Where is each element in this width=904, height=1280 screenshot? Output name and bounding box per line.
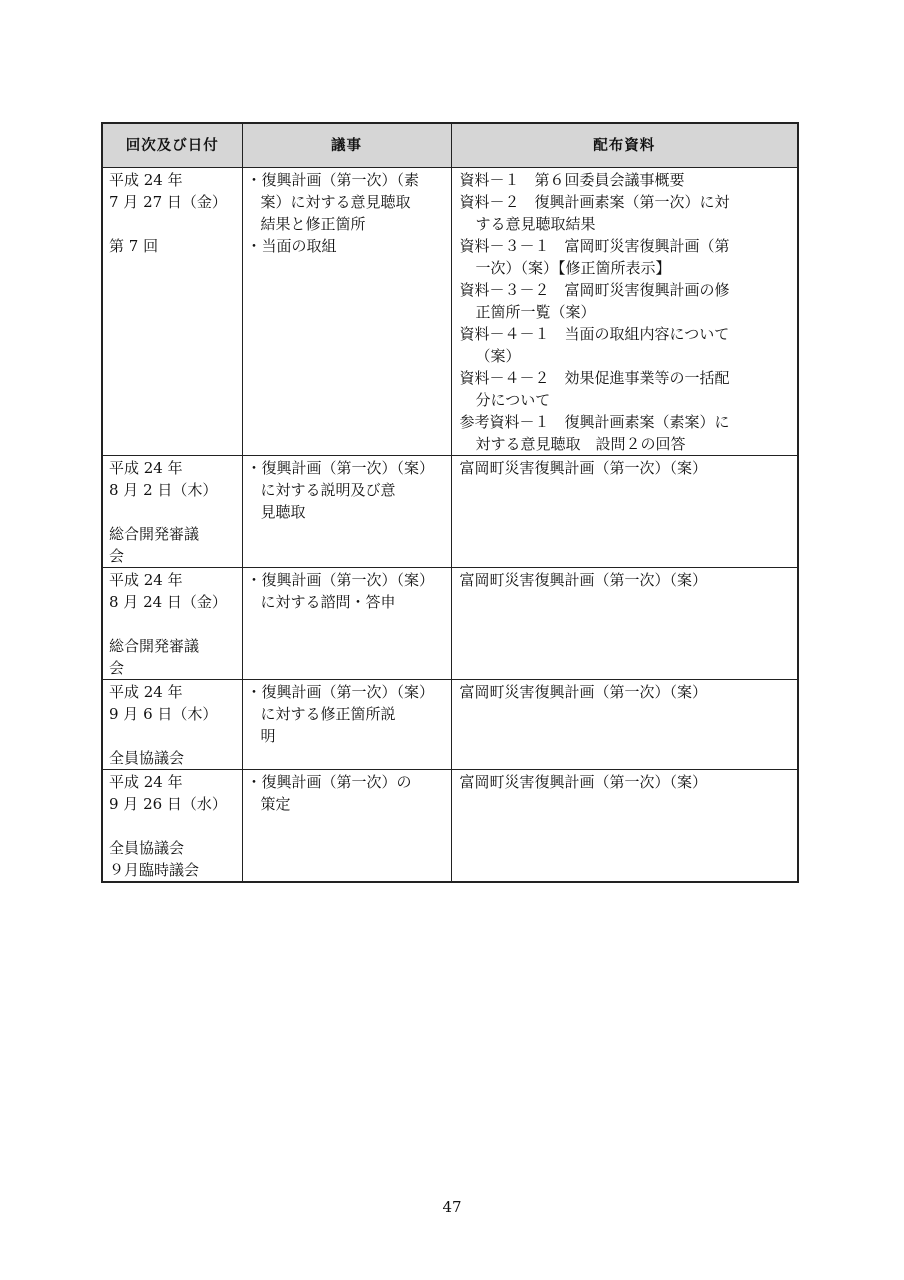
material-line: 富岡町災害復興計画（第一次）（案） (459, 773, 708, 791)
cell-session-date (102, 168, 242, 456)
header-materials: 配布資料 (451, 123, 798, 168)
table-row (102, 568, 798, 680)
material-line: 分について (475, 391, 551, 409)
agenda-line: 策定 (260, 795, 291, 813)
agenda-line: に対する説明及び意 (260, 481, 396, 499)
cell-materials (451, 568, 798, 680)
session-line: 会 (109, 659, 125, 677)
agenda-line: ・復興計画（第一次）（案） (246, 683, 435, 701)
cell-session-date (102, 568, 242, 680)
header-session-date: 回次及び日付 (102, 123, 242, 168)
session-line: 総合開発審議 (109, 525, 200, 543)
session-line: 全員協議会 (109, 749, 185, 767)
session-line: 全員協議会 (109, 839, 185, 857)
agenda-line: 明 (260, 727, 276, 745)
material-line: 対する意見聴取 設問２の回答 (475, 435, 686, 453)
material-line: する意見聴取結果 (475, 215, 596, 233)
cell-materials (451, 168, 798, 456)
date-line: 7 月 27 日（金） (109, 193, 227, 211)
header-agenda: 議事 (242, 123, 451, 168)
material-line: 資料－４－１ 当面の取組内容について (459, 325, 730, 343)
agenda-line: に対する諮問・答申 (260, 593, 396, 611)
date-line: 8 月 24 日（金） (109, 593, 227, 611)
cell-agenda (242, 680, 451, 770)
cell-agenda (242, 168, 451, 456)
agenda-line: 案）に対する意見聴取 (260, 193, 411, 211)
cell-agenda (242, 770, 451, 883)
schedule-table (101, 122, 799, 883)
date-line: 9 月 6 日（木） (109, 705, 218, 723)
session-line: 会 (109, 547, 125, 565)
cell-materials (451, 770, 798, 883)
agenda-line: ・当面の取組 (246, 237, 337, 255)
material-line: 資料－３－１ 富岡町災害復興計画（第 (459, 237, 730, 255)
material-line: 一次）（案）【修正箇所表示】 (475, 259, 671, 277)
date-line: 9 月 26 日（水） (109, 795, 227, 813)
spacer (109, 613, 242, 635)
material-line: 富岡町災害復興計画（第一次）（案） (459, 683, 708, 701)
cell-session-date (102, 680, 242, 770)
material-line: 正箇所一覧（案） (475, 303, 596, 321)
cell-materials (451, 456, 798, 568)
cell-materials (451, 680, 798, 770)
agenda-line: に対する修正箇所説 (260, 705, 396, 723)
material-line: 富岡町災害復興計画（第一次）（案） (459, 459, 708, 477)
spacer (109, 815, 242, 837)
agenda-line: ・復興計画（第一次）の (246, 773, 412, 791)
material-line: 富岡町災害復興計画（第一次）（案） (459, 571, 708, 589)
date-line: 8 月 2 日（木） (109, 481, 218, 499)
date-line: 平成 24 年 (109, 683, 183, 701)
agenda-line: ・復興計画（第一次）（案） (246, 571, 435, 589)
table-row (102, 680, 798, 770)
material-line: 資料－１ 第６回委員会議事概要 (459, 171, 685, 189)
table-row (102, 168, 798, 456)
page-number: 47 (442, 1198, 462, 1216)
agenda-line: 見聴取 (260, 503, 306, 521)
cell-agenda (242, 456, 451, 568)
session-line: 総合開発審議 (109, 637, 200, 655)
material-line: 資料－４－２ 効果促進事業等の一括配 (459, 369, 730, 387)
agenda-line: ・復興計画（第一次）（案） (246, 459, 435, 477)
date-line: 平成 24 年 (109, 571, 183, 589)
cell-agenda (242, 568, 451, 680)
date-line: 平成 24 年 (109, 773, 183, 791)
session-line: ９月臨時議会 (109, 861, 200, 879)
material-line: 参考資料－１ 復興計画素案（素案）に (459, 413, 730, 431)
session-line: 第 7 回 (109, 237, 159, 255)
table-row (102, 456, 798, 568)
table-header-row (102, 123, 798, 168)
material-line: （案） (475, 347, 521, 365)
agenda-line: 結果と修正箇所 (260, 215, 366, 233)
spacer (109, 725, 242, 747)
date-line: 平成 24 年 (109, 171, 183, 189)
material-line: 資料－２ 復興計画素案（第一次）に対 (459, 193, 730, 211)
spacer (109, 501, 242, 523)
cell-session-date (102, 770, 242, 883)
spacer (109, 213, 242, 235)
cell-session-date (102, 456, 242, 568)
agenda-line: ・復興計画（第一次）（素 (246, 171, 420, 189)
date-line: 平成 24 年 (109, 459, 183, 477)
table-row (102, 770, 798, 883)
material-line: 資料－３－２ 富岡町災害復興計画の修 (459, 281, 730, 299)
